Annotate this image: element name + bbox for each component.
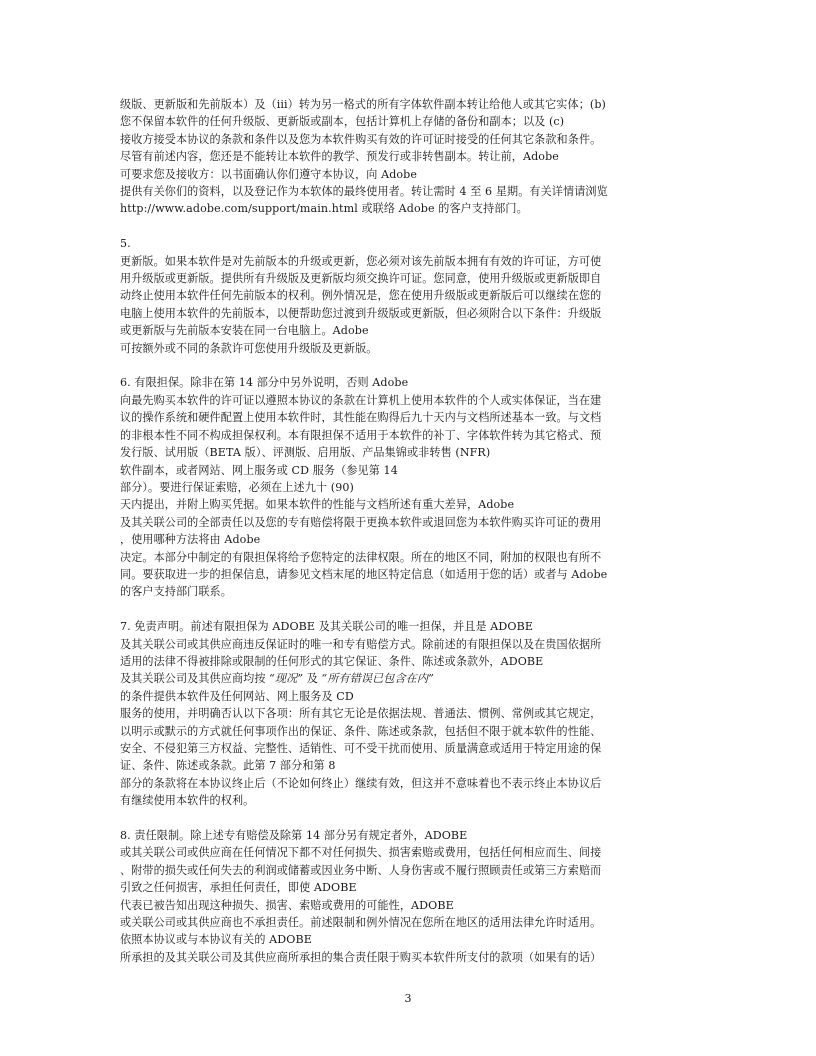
text-line: 部分的条款将在本协议终止后（不论如何终止）继续有效，但这并不意味着也不表示终止本协议后 [120,776,602,790]
text-line: 可要求您及接收方：以书面确认你们遵守本协议，向 Adobe [120,167,418,181]
document-body [120,96,700,966]
paragraph-transfer [120,96,700,218]
quote-as-is: “现况” [269,672,304,686]
text-line: 7. 免责声明。前述有限担保为 ADOBE 及其关联公司的唯一担保，并且是 ADOBE [120,620,534,634]
paragraph-section-7 [120,618,700,809]
text-line: 可按额外或不同的条款许可您使用升级版及更新版。 [120,341,378,355]
text-line: 电脑上使用本软件的先前版本，以便帮助您过渡到升级版或更新版，但必须附合以下条件：升级版 [120,306,602,320]
text-line: ，使用哪种方法将由 Adobe [120,533,261,547]
text-line: 有继续使用本软件的权利。 [120,794,255,808]
text-line: http://www.adobe.com/support/main.html 或联络 Adobe 的客户支持部门。 [120,202,528,216]
text-line: 及其关联公司或其供应商违反保证时的唯一和专有赔偿方式。除前述的有限担保以及在贵国依据所 [120,637,602,651]
text-line: 同。要获取进一步的担保信息，请参见文档末尾的地区特定信息（如适用于您的话）或者与 Adobe [120,567,608,581]
text-line: 或其关联公司或供应商在任何情况下都不对任何损失、损害索赔或费用，包括任何相应而生、间接 [120,846,602,860]
paragraph-section-5 [120,235,700,357]
quote-with-all-faults: “所有错误已包含在内” [321,672,434,686]
text-line: 8. 责任限制。除上述专有赔偿及除第 14 部分另有规定者外，ADOBE [120,829,468,842]
text-line: 软件副本，或者网站、网上服务或 CD 服务（参见第 14 [120,463,398,477]
text-line: 发行版、试用版（BETA 版）、评测版、启用版、产品集锦或非转售 (NFR) [120,446,491,460]
page-number: 3 [404,992,412,1005]
text-line: 、附带的损失或任何失去的利润或储蓄或因业务中断、人身伤害或不履行照顾责任或第三方索赔而 [120,863,602,877]
text-line: 部分）。要进行保证索赔，必须在上述九十 (90) [120,480,354,494]
text-line: 向最先购买本软件的许可证以遵照本协议的条款在计算机上使用本软件的个人或实体保证，当在建 [120,393,602,407]
text-line: 级版、更新版和先前版本）及（iii）转为另一格式的所有字体软件副本转让给他人或其它实体；(b) [120,98,606,111]
text-line: 尽管有前述内容，您还是不能转让本软件的教学、预发行或非转售副本。转让前，Adobe [120,150,559,164]
text-line: 代表已被告知出现这种损失、损害、索赔或费用的可能性，ADOBE [120,898,454,912]
text-line: 更新版。如果本软件是对先前版本的升级或更新，您必须对该先前版本拥有有效的许可证，方可使 [120,254,602,268]
text-line: 决定。本部分中制定的有限担保将给予您特定的法律权限。所在的地区不同，附加的权限也有所不 [120,550,602,564]
text-line: 安全、不侵犯第三方权益、完整性、适销性、可不受干扰而使用、质量满意或适用于特定用途的保 [120,741,602,755]
text-line: 服务的使用，并明确否认以下各项：所有其它无论是依据法规、普通法、惯例、常例或其它规定， [120,707,602,721]
text-line: 以明示或默示的方式就任何事项作出的保证、条件、陈述或条款，包括但不限于就本软件的性能、 [120,724,602,738]
text-line: 5. [120,237,131,251]
text-line: 引致之任何损害，承担任何责任，即使 ADOBE [120,881,357,895]
text-line: 提供有关你们的资料，以及登记作为本软体的最终使用者。转让需时 4 至 6 星期。有关详情请浏览 [120,185,608,199]
text-line: 及其关联公司的全部责任以及您的专有赔偿将限于更换本软件或退回您为本软件购买许可证的费用 [120,515,602,529]
text-line [120,670,700,687]
quote-line-prefix: 及其关联公司及其供应商均按 [120,672,270,686]
text-line: 的客户支持部门联系。 [120,585,232,599]
text-line: 所承担的及其关联公司及其供应商所承担的集合责任限于购买本软件所支付的款项（如果有的话） [120,950,602,964]
text-line: 依照本协议或与本协议有关的 ADOBE [120,933,312,947]
text-line: 适用的法律不得被排除或限制的任何形式的其它保证、条件、陈述或条款外，ADOBE [120,654,544,668]
text-line: 或关联公司或其供应商也不承担责任。前述限制和例外情况在您所在地区的适用法律允许时适用。 [120,916,602,930]
paragraph-section-6 [120,374,700,600]
text-line: 用升级版或更新版。提供所有升级版及更新版均须交换许可证。您同意，使用升级版或更新版即自 [120,272,602,286]
text-line: 证、条件、陈述或条款。此第 7 部分和第 8 [120,759,336,773]
text-line: 天内提出，并附上购买凭据。如果本软件的性能与文档所述有重大差异，Adobe [120,498,515,512]
text-line: 动终止使用本软件任何先前版本的权利。例外情况是，您在使用升级版或更新版后可以继续在您的 [120,289,602,303]
quote-line-mid: 及 [303,672,322,686]
text-line: 的非根本性不同不构成担保权利。本有限担保不适用于本软件的补丁、字体软件转为其它格式、预 [120,428,602,442]
text-line: 接收方接受本协议的条款和条件以及您为本软件购买有效的许可证时接受的任何其它条款和条件。 [120,132,602,146]
text-line: 或更新版与先前版本安装在同一台电脑上。Adobe [120,324,369,338]
text-line: 您不保留本软件的任何升级版、更新版或副本，包括计算机上存储的备份和副本；以及 (c) [120,115,565,129]
text-line: 6. 有限担保。除非在第 14 部分中另外说明，否则 Adobe [120,376,409,390]
paragraph-section-8 [120,827,700,966]
text-line: 的条件提供本软件及任何网站、网上服务及 CD [120,689,354,703]
text-line: 议的操作系统和硬件配置上使用本软件时，其性能在购得后九十天内与文档所述基本一致。与文档 [120,411,602,425]
